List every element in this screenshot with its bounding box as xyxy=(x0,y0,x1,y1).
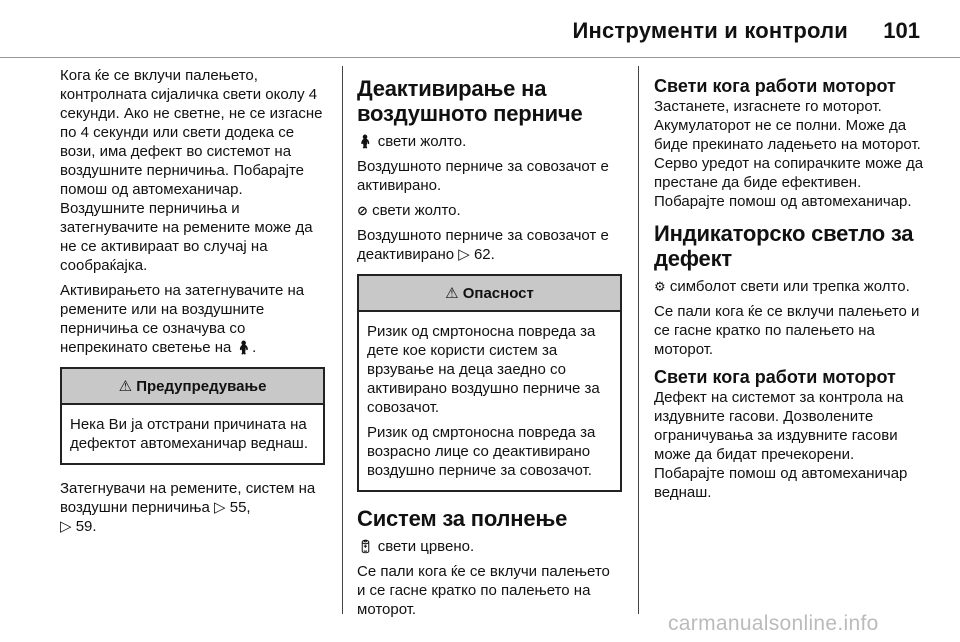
warning-box-title: ⚠ Предупредување xyxy=(62,369,323,405)
paragraph: Воздушното перниче за совозачот е деактивирано ▷ 62. xyxy=(357,227,609,263)
paragraph: 🔋︎ свети црвено. xyxy=(357,538,475,555)
page-number: 101 xyxy=(883,18,920,43)
paragraph: Активирањето на затегнувачите на ремените или на воздушните перничиња се означува со непрекинато светење на 🧍︎. xyxy=(60,282,305,356)
warning-box xyxy=(60,367,325,465)
column-middle xyxy=(357,76,622,625)
page-title: Инструменти и контроли xyxy=(572,18,848,43)
page-reference-link[interactable]: 55, xyxy=(229,499,251,516)
section-heading: Систем за полнење xyxy=(357,506,568,531)
column-divider xyxy=(638,66,639,614)
page-ref-arrow-icon: ▷ xyxy=(214,499,226,516)
subheading: Свети кога работи моторот xyxy=(654,367,896,387)
paragraph: Дефект на системот за контрола на издувните гасови. Дозволените ограничувања за издувните гасови може да бидат пречекорени. Побарајте помош од автомеханичар веднаш. xyxy=(654,389,908,501)
subheading: Свети кога работи моторот xyxy=(654,76,896,96)
header-divider xyxy=(0,57,960,58)
danger-text: Ризик од смртоносна повреда за возрасно лице со деактивирано воздушно перниче за совозачот. xyxy=(367,424,596,479)
page-reference-link[interactable]: 62. xyxy=(473,246,495,263)
page-ref-arrow-icon: ▷ xyxy=(458,246,470,263)
paragraph: Се пали кога ќе се вклучи палењето и се гасне кратко по палењето на моторот. xyxy=(357,563,610,618)
paragraph: ⚙︎ симболот свети или трепка жолто. xyxy=(654,278,910,295)
paragraph: ⊘ свети жолто. xyxy=(357,202,461,219)
warning-triangle-icon: ⚠ xyxy=(118,378,133,395)
watermark: carmanualsonline.info xyxy=(668,612,879,635)
section-heading: Индикаторско светло за дефект xyxy=(654,221,914,271)
danger-box xyxy=(357,274,622,492)
paragraph: Воздушното перниче за совозачот е активирано. xyxy=(357,158,609,194)
page-reference-link[interactable]: 59. xyxy=(75,518,97,535)
airbag-off-icon: ⊘ xyxy=(357,203,368,218)
danger-box-title: ⚠ Опасност xyxy=(359,276,620,312)
column-left xyxy=(60,66,325,542)
paragraph: Затегнувачи на ремените, систем на воздушни перничиња ▷ 55, ▷ 59. xyxy=(60,480,316,535)
engine-icon: ⚙︎ xyxy=(654,279,666,294)
column-divider xyxy=(342,66,343,614)
danger-text: Ризик од смртоносна повреда за дете кое користи систем за врзување на деца заедно со активирано воздушно перниче за совозачот. xyxy=(367,323,600,416)
seat-belt-airbag-icon: 🧍︎ xyxy=(235,340,253,355)
paragraph: Се пали кога ќе се вклучи палењето и се гасне кратко по палењето на моторот. xyxy=(654,303,920,358)
section-heading: Деактивирање на воздушното перниче xyxy=(357,76,583,126)
page-header xyxy=(0,0,960,58)
paragraph: Кога ќе се вклучи палењето, контролната сијаличка свети околу 4 секунди. Ако не светне, не се изгасне по 4 секунди или свети додека се вози, има дефект во системот на воздушните перничиња. Побарајте помош од автомеханичар. Воздушните перничиња и затегнувачите на ремените може да не се активираат во случај на сообраќајка. xyxy=(60,67,323,274)
paragraph: Застанете, изгаснете го моторот. Акумулаторот не се полни. Може да биде прекинато ладењето на моторот. Серво уредот на сопирачките може да престане да биде ефективен. Побарајте помош од автомеханичар. xyxy=(654,98,924,210)
battery-icon: 🔋︎ xyxy=(357,539,374,554)
column-right xyxy=(654,76,924,508)
page-ref-arrow-icon: ▷ xyxy=(60,518,72,535)
paragraph: 🧍︎ свети жолто. xyxy=(357,133,467,150)
airbag-on-icon: 🧍︎ xyxy=(357,134,374,149)
warning-text: Нека Ви ја отстрани причината на дефектот автомеханичар веднаш. xyxy=(70,416,309,452)
warning-triangle-icon: ⚠ xyxy=(445,285,459,302)
